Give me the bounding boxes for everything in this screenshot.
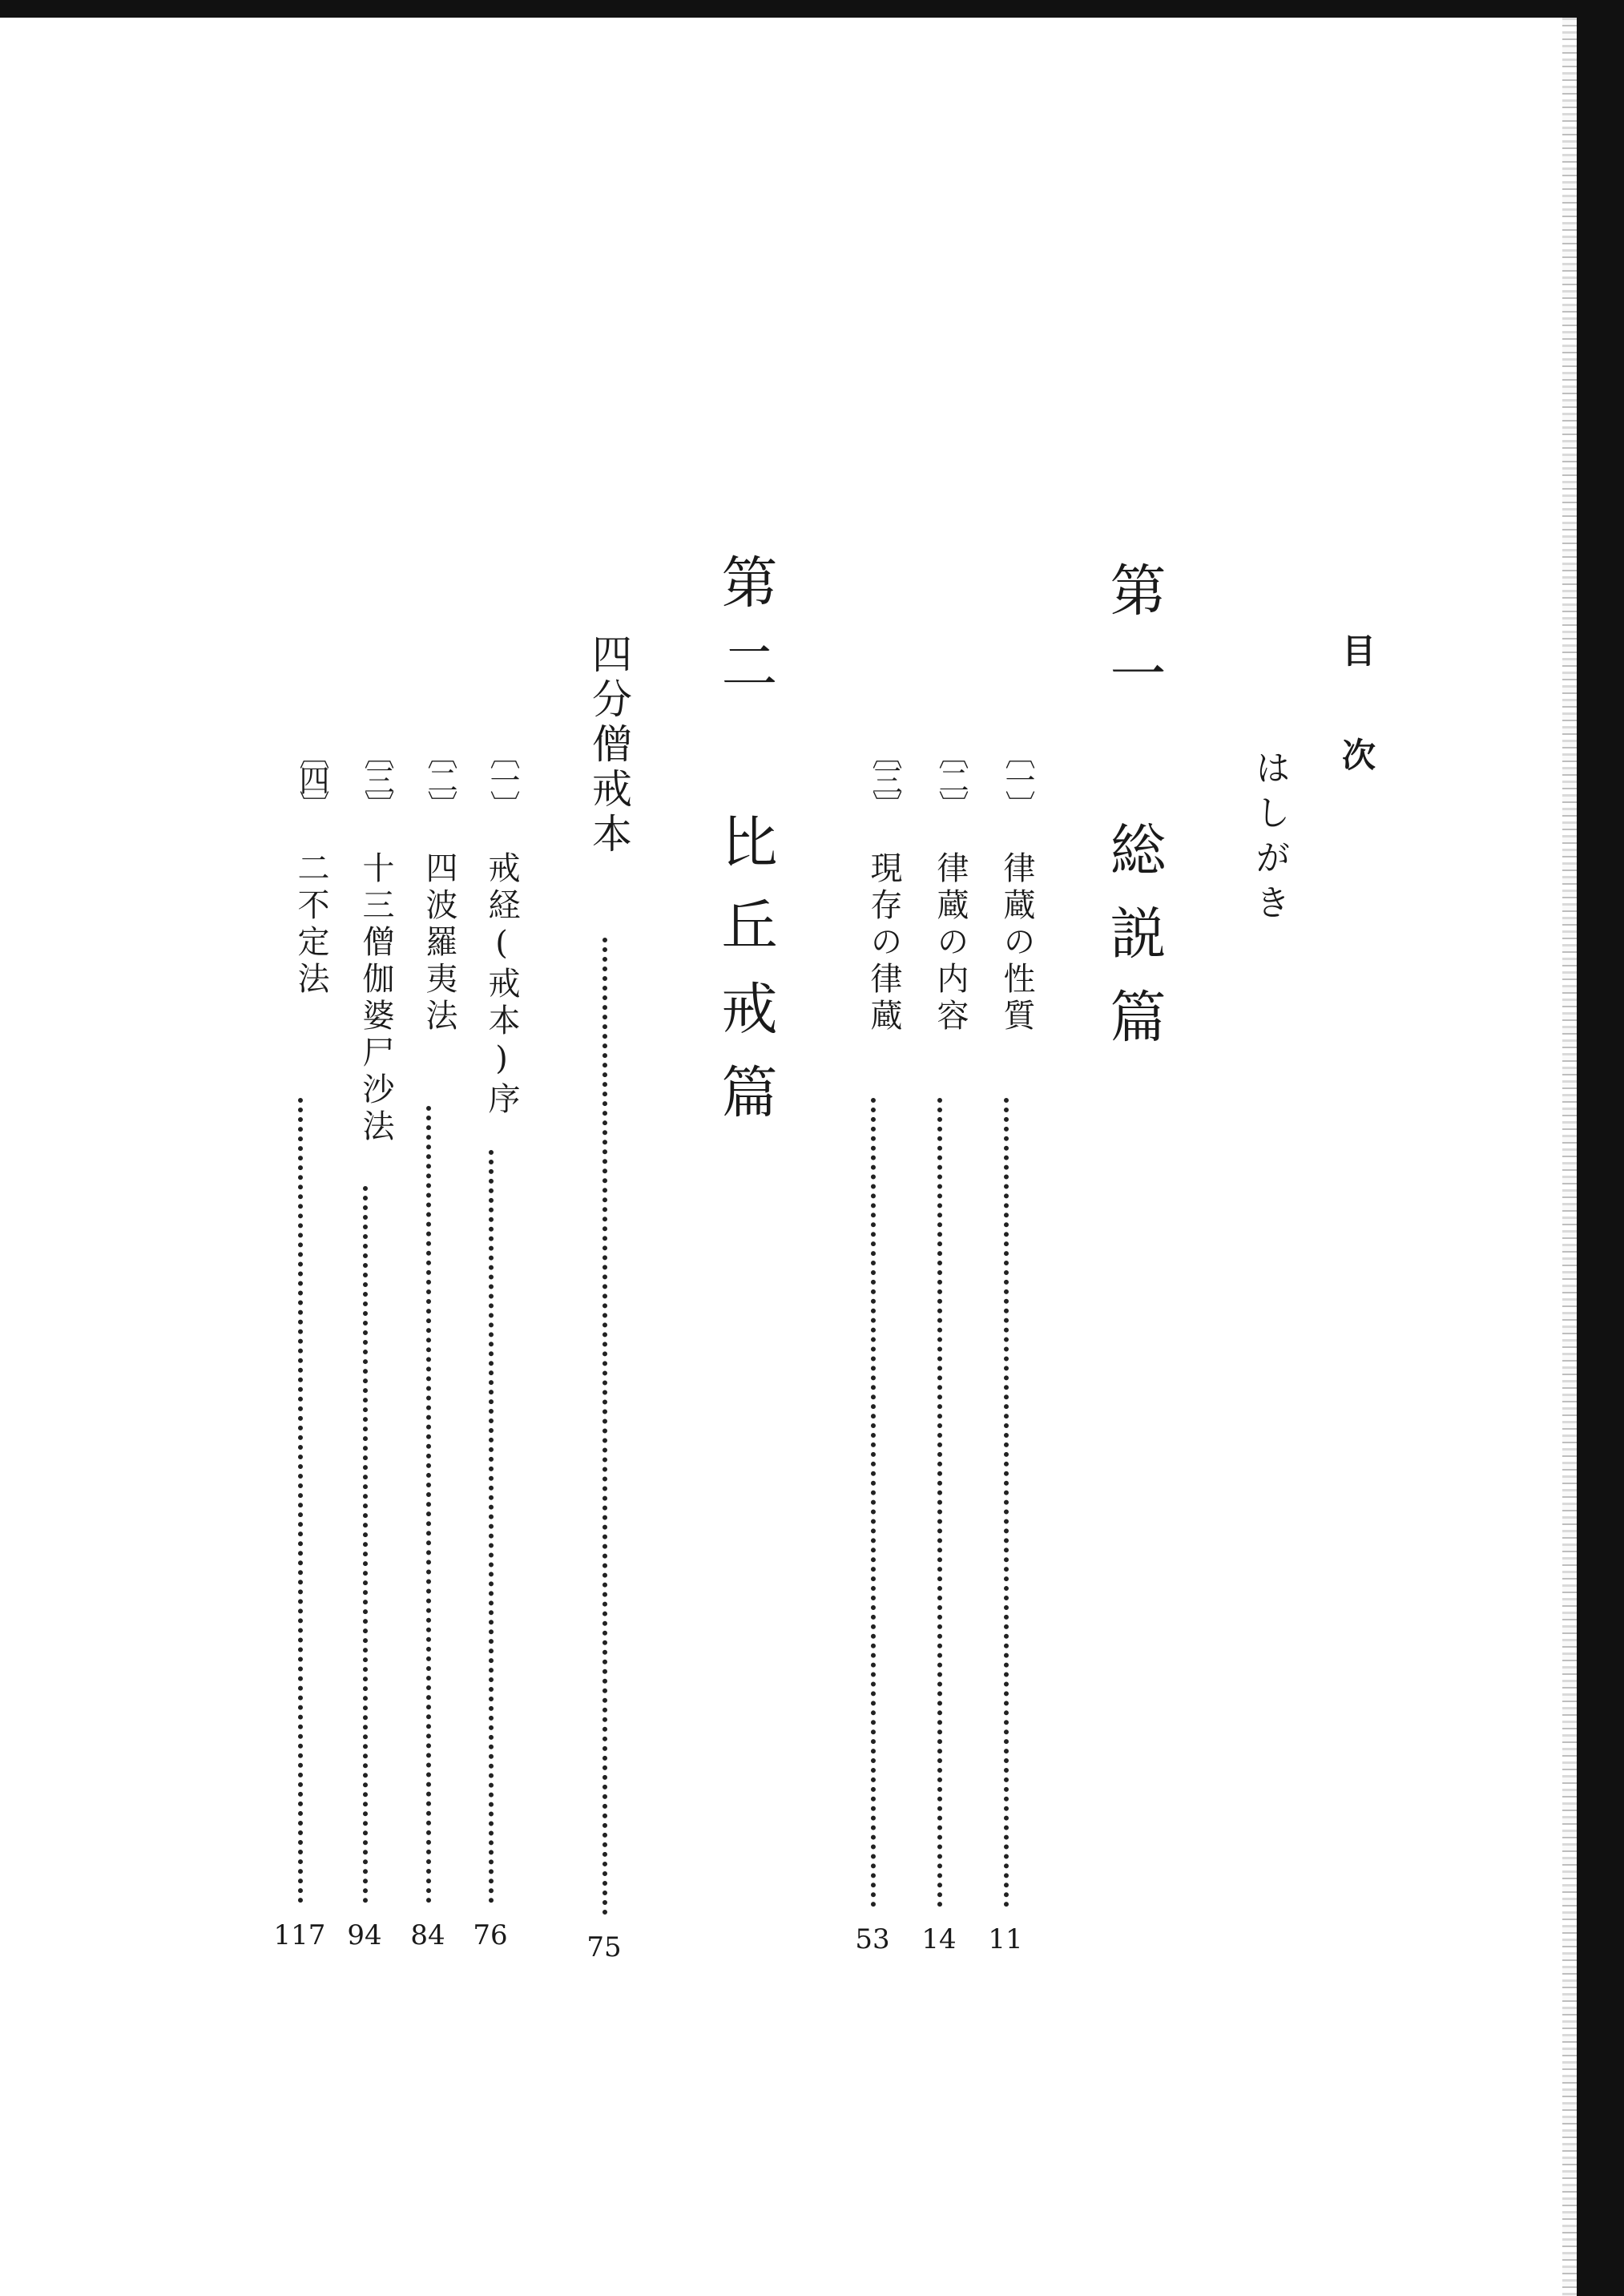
- leader-dots: [1004, 1098, 1009, 1907]
- page-number: 84: [410, 1919, 445, 1951]
- leader-dots: [871, 1098, 876, 1907]
- entry-label: 四波羅夷法: [421, 851, 457, 1035]
- entry-number: 〔三〕: [359, 739, 394, 816]
- hashigaki: はしがき: [1249, 749, 1290, 929]
- entry-number: 〔三〕: [867, 739, 902, 816]
- entry-label: 律蔵の性質: [998, 851, 1035, 1035]
- entry-label: 現存の律蔵: [865, 851, 902, 1035]
- toc-heading-2: 次: [1337, 737, 1376, 771]
- leader-dots: [489, 1150, 494, 1903]
- page-number: 11: [988, 1923, 1023, 1955]
- leader-dots: [426, 1106, 431, 1903]
- page-number: 75: [586, 1931, 622, 1963]
- leader-dots: [298, 1098, 303, 1903]
- entry-label: 律蔵の内容: [932, 851, 969, 1035]
- entry-label: 十三僧伽婆尸沙法: [357, 851, 394, 1146]
- part2-title: 第二 比丘戒篇: [712, 553, 778, 1146]
- page-number: 76: [473, 1919, 508, 1951]
- toc-heading-1: 目: [1337, 633, 1376, 667]
- page-number: 53: [855, 1923, 890, 1955]
- leader-dots: [363, 1186, 368, 1903]
- entry-number: 〔二〕: [933, 739, 969, 816]
- page-number: 14: [921, 1923, 957, 1955]
- entry-number: 〔一〕: [485, 739, 520, 816]
- leader-dots: [937, 1098, 942, 1907]
- leader-dots: [602, 938, 607, 1915]
- page-number: 94: [347, 1919, 382, 1951]
- entry-number: 〔四〕: [294, 739, 329, 816]
- scan-edge-top: [0, 0, 1624, 18]
- part2-subtitle[interactable]: 四分僧戒本: [586, 633, 632, 857]
- part1-title: 第一 総説篇: [1101, 561, 1167, 1071]
- page-number: 117: [273, 1919, 326, 1951]
- scan-edge-right: [1577, 0, 1624, 2296]
- entry-number: 〔二〕: [422, 739, 457, 816]
- scan-edge-noise: [1562, 18, 1577, 2296]
- entry-label: 二不定法: [292, 851, 329, 999]
- entry-label: 戒経(戒本)序: [483, 851, 520, 1119]
- entry-number: 〔一〕: [1000, 739, 1035, 816]
